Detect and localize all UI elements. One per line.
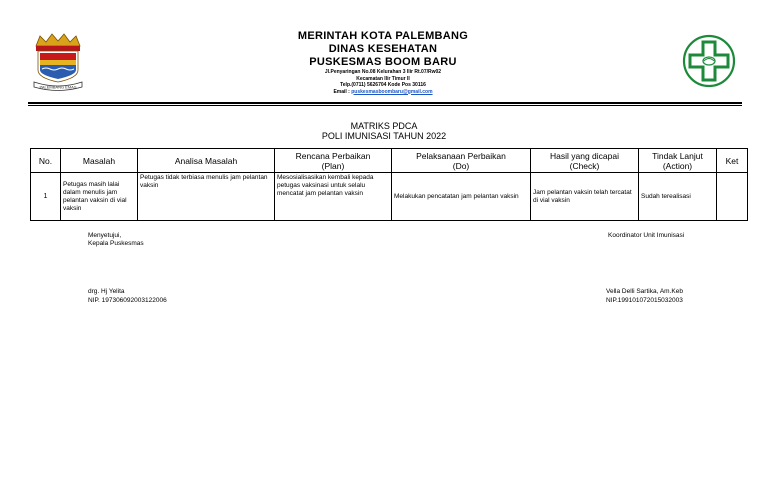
pdca-table [30, 148, 748, 221]
letterhead-rule-thin [28, 105, 742, 106]
header-action: Tindak Lanjut (Action) [639, 149, 717, 173]
header-no: No. [31, 149, 61, 173]
email-label: Email : [333, 88, 352, 95]
health-cross-logo [682, 34, 736, 88]
cell-no: 1 [31, 173, 61, 221]
cell-analisa: Petugas tidak terbiasa menulis jam pelantan vaksin [138, 173, 275, 221]
letterhead-rule-thick [28, 102, 742, 104]
header-do: Pelaksanaan Perbaikan (Do) [392, 149, 531, 173]
coordinator-nip: NIP.199101072015032003 [606, 297, 683, 304]
header-ket: Ket [717, 149, 748, 173]
header-check: Hasil yang dicapai (Check) [531, 149, 639, 173]
approver-name: drg. Hj Yelita [88, 288, 125, 295]
letterhead [230, 30, 536, 95]
letterhead-email-row [230, 89, 536, 96]
coordinator-name: Vella Delli Sartika, Am.Keb [606, 288, 683, 295]
email-link[interactable]: puskesmasboombaru@gmail.com [351, 88, 433, 95]
palembang-emblem-logo [30, 32, 86, 94]
letterhead-line2: DINAS KESEHATAN [328, 43, 438, 55]
document-title: MATRIKS PDCA [350, 121, 418, 131]
coordinator-title: Koordinator Unit Imunisasi [608, 232, 685, 239]
letterhead-line3: PUSKESMAS BOOM BARU [309, 56, 457, 68]
header-masalah: Masalah [61, 149, 138, 173]
letterhead-phone: Telp.(0711) 5626704 Kode Pos 30116 [340, 82, 426, 88]
letterhead-address: Jl.Penyaringan No.08 Kelurahan 3 Ilir Rt.07/Rw02 [324, 69, 442, 75]
cell-do: Melakukan pencatatan jam pelantan vaksin [392, 173, 531, 221]
cell-ket [717, 173, 748, 221]
approver-title: Kepala Puskesmas [88, 240, 144, 247]
cell-action: Sudah terealisasi [639, 173, 717, 221]
approval-label: Menyetujui, [88, 232, 122, 239]
approver-nip: NIP. 197306092003122006 [88, 297, 167, 304]
header-analisa: Analisa Masalah [138, 149, 275, 173]
document-subtitle: POLI IMUNISASI TAHUN 2022 [321, 131, 447, 141]
table-row [31, 173, 748, 221]
cell-plan: Mesosialisasikan kembali kepada petugas vaksinasi untuk selalu mencatat jam pelantan vaksin [275, 173, 392, 221]
letterhead-line1: MERINTAH KOTA PALEMBANG [297, 30, 469, 42]
cell-check: Jam pelantan vaksin telah tercatat di vial vaksin [531, 173, 639, 221]
logo-left-caption: PALEMBANG EMAS [39, 84, 77, 90]
letterhead-district: Kecamatan Ilir Timur II [356, 75, 410, 82]
header-plan: Rencana Perbaikan (Plan) [275, 149, 392, 173]
cell-masalah: Petugas masih lalai dalam menulis jam pelantan vaksin di vial vaksin [61, 173, 138, 221]
table-header-row [31, 149, 748, 173]
